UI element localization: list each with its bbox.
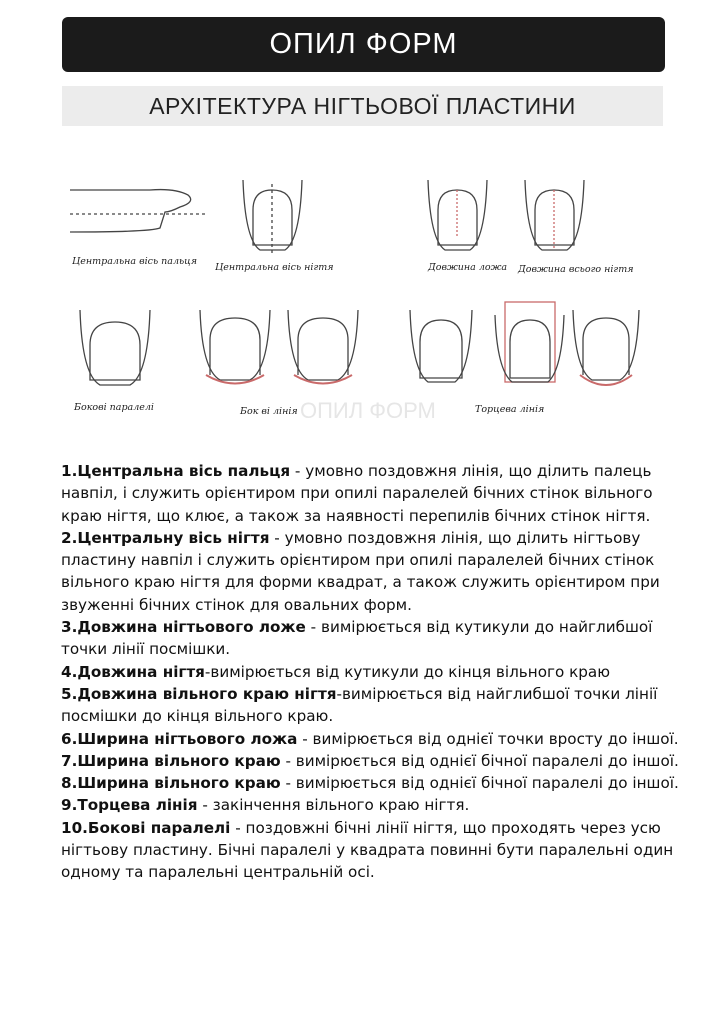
side-parallels-figure — [80, 310, 150, 385]
item-number: 10. — [61, 818, 88, 837]
item-text: - умовно поздовжня лінія, що ділить нігтьову пластину навпіл і служить орієнтиром при опилі паралелей бічних стінок вільного краю нігтя для форми квадрат, а також служить орієнтиром при звуженні бічних стінок для овальних форм. — [61, 528, 660, 614]
bed-length-figure — [428, 180, 487, 250]
item-term: Довжина вільного краю нігтя — [77, 684, 337, 703]
item-number: 1. — [61, 462, 78, 480]
end-line-figure-3 — [573, 310, 639, 385]
page-subtitle: АРХІТЕКТУРА НІГТЬОВОЇ ПЛАСТИНИ — [149, 92, 576, 119]
end-line-figure-2 — [495, 302, 564, 382]
definition-item — [61, 817, 681, 884]
item-text: - вимірюється від однієї бічної паралелі до іншої. — [280, 774, 679, 793]
definition-item — [61, 616, 681, 661]
item-number: 6. — [61, 729, 78, 748]
side-lines-figure-right — [288, 310, 358, 384]
item-text: - вимірюється від однієї бічної паралелі до іншої. — [280, 751, 679, 770]
item-term: Довжина нігтя — [77, 662, 205, 681]
item-number: 8. — [61, 774, 78, 793]
item-text: - вимірюється від кутикули до найглибшої точки лінії посмішки. — [61, 618, 653, 659]
item-text: -вимірюється від найглибшої точки лінії посмішки до кінця вільного краю. — [61, 684, 658, 726]
nail-axis-figure — [243, 180, 302, 254]
caption-end-line: Торцева лінія — [475, 404, 545, 415]
subtitle-banner — [62, 86, 663, 126]
item-term: Ширина нігтьового ложа — [77, 729, 298, 748]
nail-architecture-diagram — [0, 150, 720, 440]
item-text: - закінчення вільного краю нігтя. — [197, 796, 470, 815]
definition-item — [61, 750, 681, 772]
definition-item — [61, 661, 681, 683]
caption-finger-axis: Центральна вісь пальця — [72, 256, 198, 267]
definition-item — [61, 772, 681, 794]
side-lines-figure-left — [200, 310, 270, 384]
definitions-list — [61, 460, 681, 884]
item-term: Ширина вільного краю — [77, 774, 281, 793]
item-term: Торцева лінія — [77, 796, 198, 815]
end-line-figure-1 — [410, 310, 472, 382]
item-text: -вимірюється від кутикули до кінця вільного краю — [204, 662, 610, 681]
page-title: ОПИЛ ФОРМ — [269, 28, 458, 60]
finger-profile-figure — [70, 190, 205, 232]
definition-item — [61, 460, 681, 527]
item-number: 7. — [61, 751, 78, 770]
title-banner — [62, 17, 665, 72]
caption-bed-length: Довжина ложа — [428, 262, 508, 273]
definition-item — [61, 728, 681, 750]
item-term: Довжина нігтьового ложе — [77, 618, 306, 637]
caption-nail-length: Довжина всього нігтя — [518, 264, 634, 275]
item-term: Ширина вільного краю — [77, 751, 281, 770]
item-number: 4. — [61, 662, 78, 681]
item-term: Центральна вісь пальця — [77, 462, 291, 480]
nail-length-figure — [525, 180, 584, 250]
item-number: 9. — [61, 796, 78, 815]
item-term: Центральну вісь нігтя — [77, 528, 270, 547]
item-text: - умовно поздовжня лінія, що ділить палець навпіл, і служить орієнтиром при опилі паралелей бічних стінок вільного краю нігтя, що клює, а також за наявності перепилів бічних стінок нігтя. — [61, 462, 653, 525]
item-number: 3. — [61, 618, 78, 637]
definition-item — [61, 683, 681, 728]
definition-item — [61, 794, 681, 816]
definition-item — [61, 527, 681, 616]
nail-diagram-svg — [0, 150, 720, 440]
item-text: - вимірюється від однієї точки вросту до іншої. — [297, 729, 679, 748]
caption-nail-axis: Центральна вісь нігтя — [215, 262, 334, 273]
watermark-text: ОПИЛ ФОРМ — [300, 398, 436, 423]
caption-side-parallels: Бокові паралелі — [74, 402, 154, 413]
item-text: - поздовжні бічні лінії нігтя, що проходять через усю нігтьову пластину. Бічні паралелі у квадрата повинні бути паралельні один одному та паралельні центральній осі. — [61, 818, 674, 882]
item-number: 5. — [61, 684, 78, 703]
caption-side-lines: Бок ві лінія — [240, 406, 298, 417]
item-number: 2. — [61, 528, 78, 547]
item-term: Бокові паралелі — [87, 818, 231, 837]
